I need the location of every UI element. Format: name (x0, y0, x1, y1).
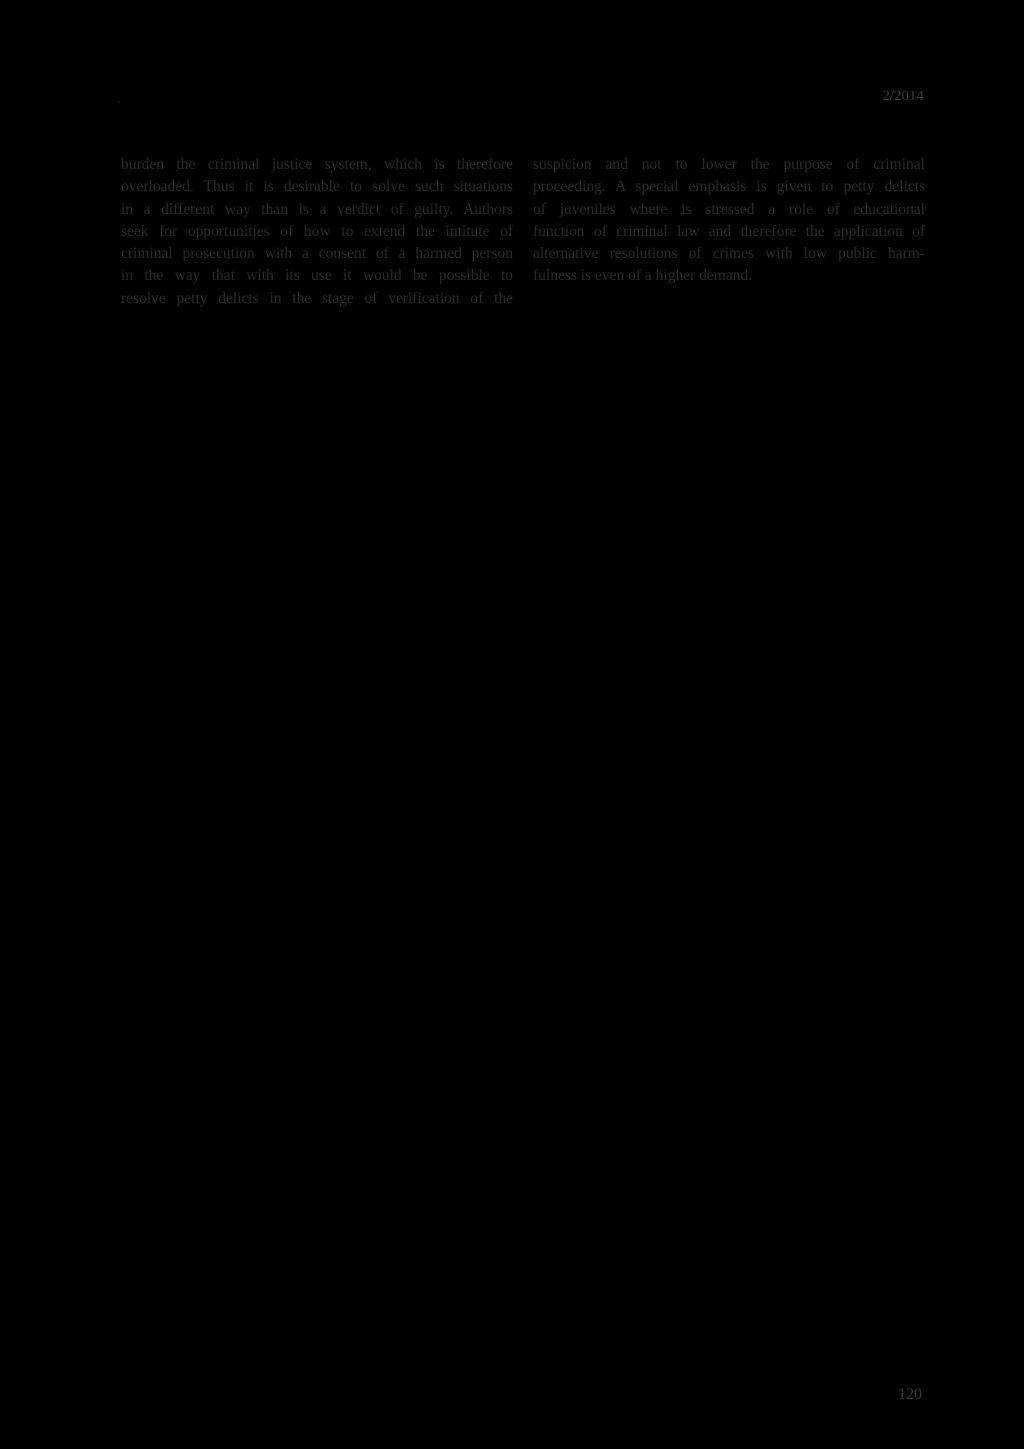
text-line: alternative resolutions of crimes with low public harm- (533, 245, 925, 263)
text-line: in a different way than is a verdict of guilty. Authors (121, 200, 513, 218)
text-line: resolve petty delicts in the stage of verification of the (121, 289, 513, 307)
text-line: of juveniles where is stressed a role of educational (533, 200, 925, 218)
text-line: suspicion and not to lower the purpose of criminal (533, 156, 925, 173)
text-line: fulness is even of a higher demand. (533, 267, 753, 285)
text-line: in the way that with its use it would be possible to (121, 267, 513, 285)
text-line: overloaded. Thus it is desirable to solve such situations (121, 178, 513, 196)
right-text-column (533, 154, 925, 288)
left-text-column (121, 154, 513, 310)
page-number: 120 (898, 1386, 922, 1403)
text-line: burden the criminal justice system, which is therefore (121, 156, 513, 173)
issue-label: 2/2014 (882, 88, 924, 104)
text-line: proceeding. A special emphasis is given to petty delicts (533, 178, 925, 196)
text-line: criminal prosecution with a consent of a harmed person (121, 245, 513, 263)
text-line: seek for opportunities of how to extend the intitute of (121, 222, 513, 240)
page-marker: . (118, 95, 120, 104)
text-line: function of criminal law and therefore the application of (533, 222, 925, 240)
